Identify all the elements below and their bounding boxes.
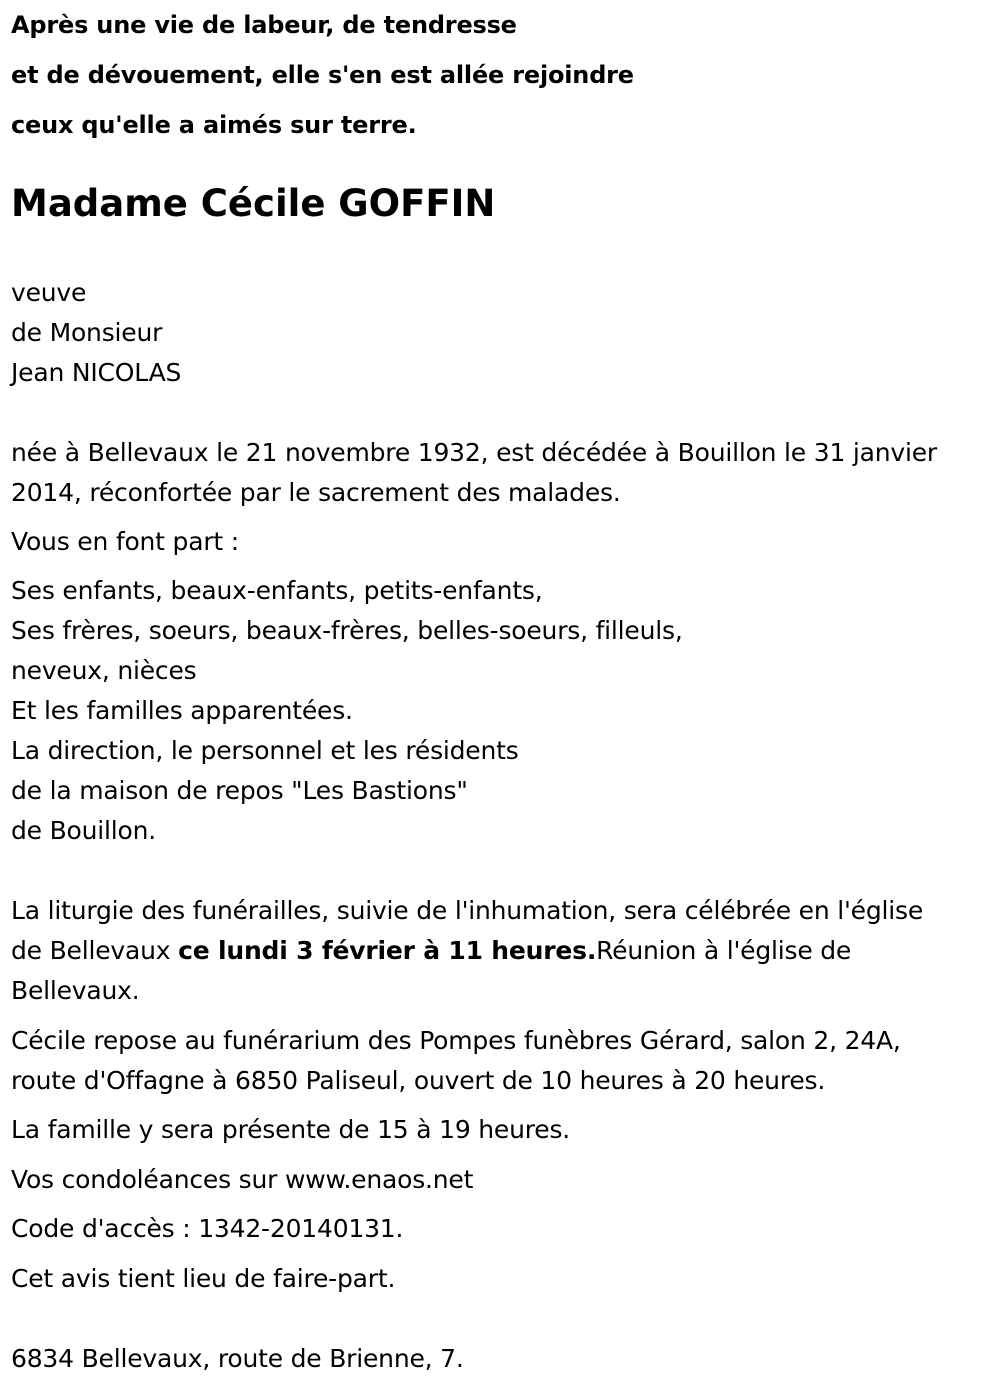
family-line-2: Ses frères, soeurs, beaux-frères, belles-soeurs, filleuls, [11, 616, 683, 645]
intro-line-1: Après une vie de labeur, de tendresse [11, 11, 517, 39]
funeral-line-2 [11, 936, 851, 966]
access-code-line: Code d'accès : 1342-20140131. [11, 1214, 404, 1243]
family-line-1: Ses enfants, beaux-enfants, petits-enfants, [11, 576, 543, 605]
family-line-5: La direction, le personnel et les résidents [11, 736, 519, 765]
family-presence-line: La famille y sera présente de 15 à 19 heures. [11, 1115, 571, 1144]
family-line-4: Et les familles apparentées. [11, 696, 353, 725]
deceased-name: Madame Cécile GOFFIN [11, 182, 496, 225]
spouse-line-1: veuve [11, 278, 87, 307]
address-line: 6834 Bellevaux, route de Brienne, 7. [11, 1344, 464, 1373]
family-line-6: de la maison de repos "Les Bastions" [11, 776, 468, 805]
funeral-line-1: La liturgie des funérailles, suivie de l'inhumation, sera célébrée en l'église [11, 896, 924, 925]
family-line-3: neveux, nièces [11, 656, 197, 685]
rest-line-2: route d'Offagne à 6850 Paliseul, ouvert de 10 heures à 20 heures. [11, 1066, 826, 1095]
funeral-gathering: Réunion à l'église de [596, 936, 852, 965]
condolences-line: Vos condoléances sur www.enaos.net [11, 1165, 474, 1194]
family-line-7: de Bouillon. [11, 816, 157, 845]
notice-line: Cet avis tient lieu de faire-part. [11, 1264, 396, 1293]
birth-death-line-1: née à Bellevaux le 21 novembre 1932, est décédée à Bouillon le 31 janvier [11, 438, 938, 467]
rest-line-1: Cécile repose au funérarium des Pompes funèbres Gérard, salon 2, 24A, [11, 1026, 901, 1055]
spouse-line-2: de Monsieur [11, 318, 163, 347]
funeral-datetime: ce lundi 3 février à 11 heures. [178, 936, 597, 965]
funeral-place: de Bellevaux [11, 936, 179, 965]
birth-death-line-2: 2014, réconfortée par le sacrement des malades. [11, 478, 621, 507]
spouse-line-3: Jean NICOLAS [11, 358, 182, 387]
funeral-line-3: Bellevaux. [11, 976, 140, 1005]
intro-line-3: ceux qu'elle a aimés sur terre. [11, 111, 417, 139]
announce-line: Vous en font part : [11, 527, 239, 556]
intro-line-2: et de dévouement, elle s'en est allée rejoindre [11, 61, 634, 89]
